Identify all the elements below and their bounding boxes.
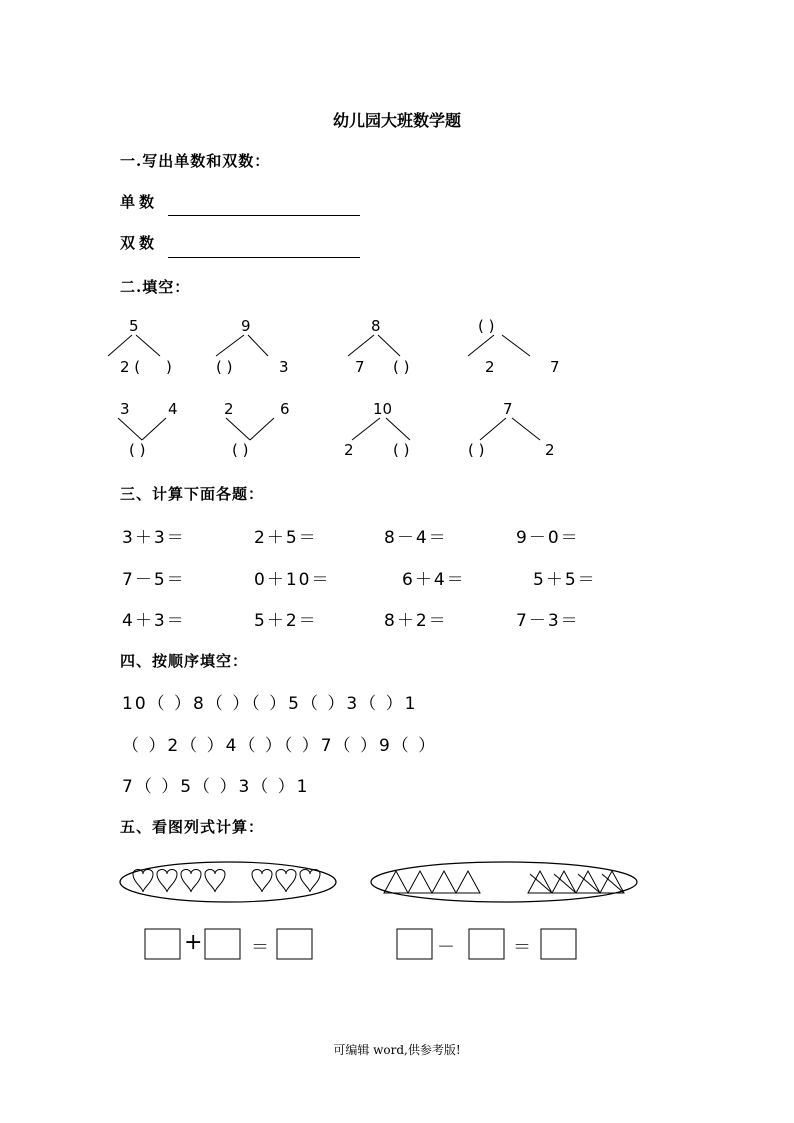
sequence-line-2: （ ）2（ ）4（ ）（ ）7（ ）9（ ） — [122, 736, 438, 756]
r2-item4-top: 7 — [503, 400, 513, 418]
plus-sign: + — [184, 930, 203, 955]
r2-item1-bottom: ( ) — [129, 441, 146, 459]
triangles-group-2 — [528, 871, 624, 893]
r2-item1-right: 4 — [168, 400, 178, 418]
section2-heading: 二.填空： — [120, 278, 191, 296]
r1-item2-left: ( ) — [216, 358, 233, 376]
r1-item4-right: 7 — [550, 358, 560, 376]
r1-item3-right: ( ) — [393, 358, 410, 376]
r2-item3-right: ( ) — [393, 441, 410, 459]
equation: 3＋3＝ — [122, 528, 186, 548]
r1-item2-right: 3 — [279, 358, 289, 376]
hearts-group-2 — [252, 870, 320, 893]
r1-item1-top: 5 — [129, 317, 139, 335]
equals-sign-right: ＝ — [513, 937, 531, 958]
equation: 7－3＝ — [516, 611, 580, 631]
equation: 5＋5＝ — [533, 570, 597, 590]
answer-box-4 — [397, 929, 432, 959]
even-label: 双数 — [120, 234, 159, 252]
answer-box-3 — [277, 929, 312, 959]
equation: 6＋4＝ — [402, 570, 466, 590]
odd-label: 单数 — [120, 193, 159, 211]
equation: 4＋3＝ — [122, 611, 186, 631]
equation: 7－5＝ — [122, 570, 186, 590]
r2-item2-right: 6 — [280, 400, 290, 418]
r2-item3-left: 2 — [344, 441, 354, 459]
r2-item4-right: 2 — [545, 441, 555, 459]
r2-item3-top: 10 — [373, 400, 393, 418]
equation: 0＋10＝ — [254, 570, 331, 590]
equation: 8＋2＝ — [384, 611, 448, 631]
r1-item2-top: 9 — [241, 317, 251, 335]
equation: 9－0＝ — [516, 528, 580, 548]
answer-box-2 — [205, 929, 240, 959]
r1-item3-left: 7 — [355, 358, 365, 376]
r2-item4-left: ( ) — [468, 441, 485, 459]
hearts-group-1 — [133, 870, 225, 893]
r2-item2-left: 2 — [224, 400, 234, 418]
sequence-line-1: 10（ ）8（ ）（ ）5（ ）3（ ）1 — [122, 694, 418, 714]
equation: 8－4＝ — [384, 528, 448, 548]
footer-note: 可编辑 word,供参考版! — [333, 1043, 461, 1057]
page-title: 幼儿园大班数学题 — [332, 111, 461, 130]
section5-heading: 五、看图列式计算： — [120, 818, 265, 836]
triangles-group-1 — [384, 871, 480, 893]
triangles-ellipse — [371, 862, 637, 902]
answer-box-1 — [145, 929, 180, 959]
r1-item4-top: ( ) — [478, 317, 495, 335]
equals-sign-left: ＝ — [251, 937, 269, 958]
answer-box-6 — [541, 929, 576, 959]
section1-heading: 一.写出单数和双数： — [120, 152, 271, 170]
r1-item4-left: 2 — [485, 358, 495, 376]
minus-sign: － — [437, 937, 455, 958]
equation: 5＋2＝ — [254, 611, 318, 631]
sequence-line-3: 7（ ）5（ ）3（ ）1 — [122, 777, 310, 797]
r2-item1-left: 3 — [120, 400, 130, 418]
equation: 2＋5＝ — [254, 528, 318, 548]
r1-item1-right: ) — [166, 358, 172, 376]
section3-heading: 三、计算下面各题： — [120, 485, 265, 503]
r1-item3-top: 8 — [371, 317, 381, 335]
r2-item2-bottom: ( ) — [232, 441, 249, 459]
r1-item1-left: 2 ( — [120, 358, 141, 376]
section4-heading: 四、按顺序填空： — [120, 652, 249, 670]
answer-box-5 — [469, 929, 504, 959]
